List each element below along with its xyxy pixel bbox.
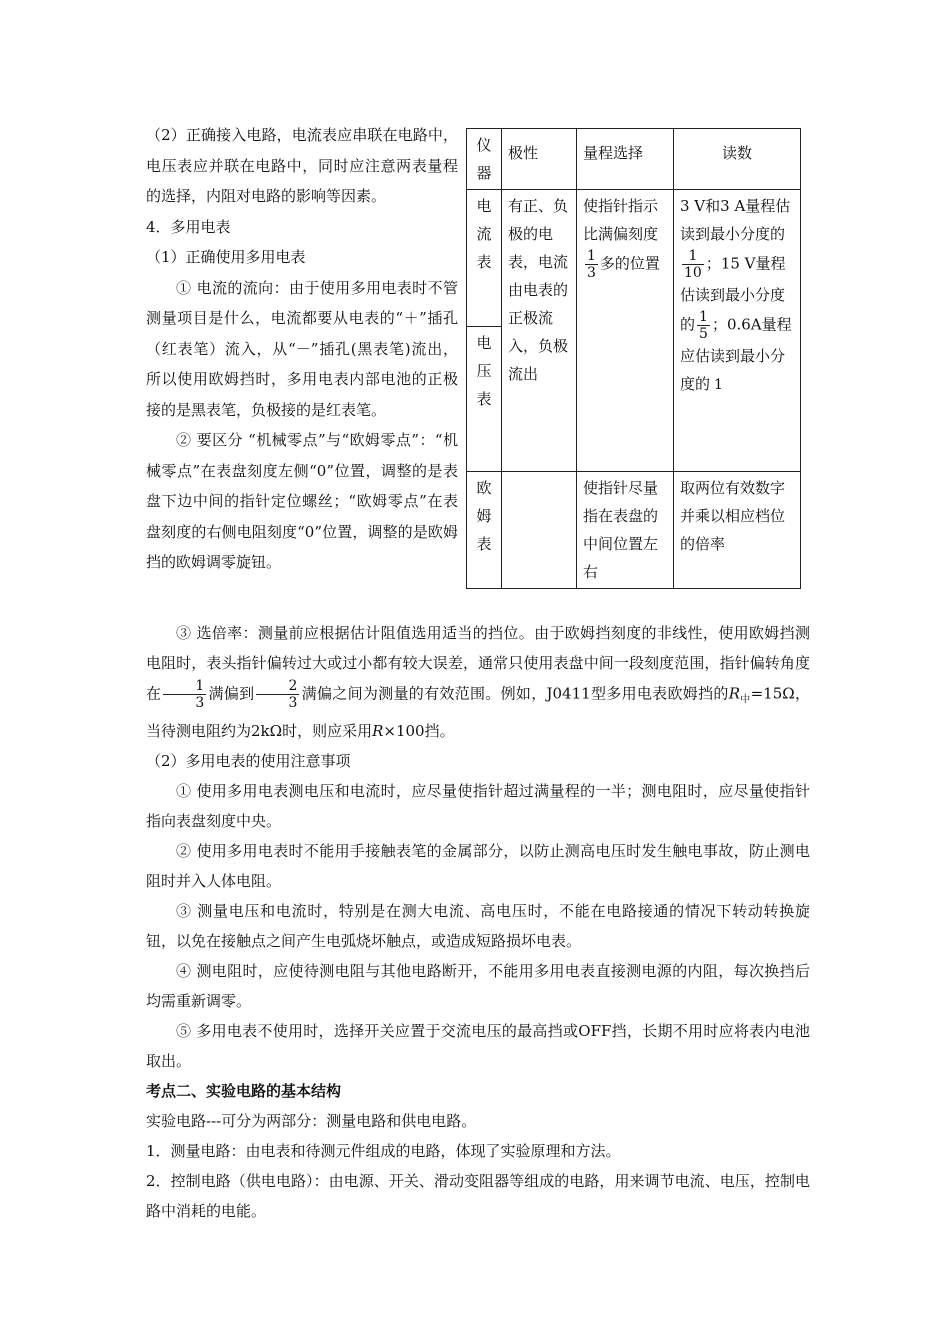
fraction-one-fifth: $\frac{1}{5}$: [699, 309, 708, 342]
symbol-r: R: [372, 721, 384, 740]
header-range: 量程选择: [577, 129, 674, 190]
cell-ohm-polarity: [502, 472, 577, 589]
precaution-4: ④ 测电阻时，应使待测电阻与其他电路断开，不能用多用电表直接测电源的内阻，每次换挡后均需重新调零。: [146, 961, 810, 1010]
paragraph-measurement-circuit: 1．测量电路：由电表和待测元件组成的电路，体现了实验原理和方法。: [146, 1141, 621, 1160]
left-column: [146, 120, 458, 578]
paragraph-ammeter-voltmeter: （2）正确接入电路，电流表应串联在电路中，电压表应并联在电路中，同时应注意两表量程的选择，内阻对电路的影响等因素。: [146, 126, 458, 205]
precaution-2: ② 使用多用电表时不能用手接触表笔的金属部分，以防止测高电压时发生触电事故，防止测电阻时并入人体电阻。: [146, 841, 810, 890]
cell-ohm-range: 使指针尽量指在表盘的中间位置左右: [577, 472, 674, 589]
paragraph-current-direction: ① 电流的流向：由于使用多用电表时不管测量项目是什么，电流都要从电表的“＋”插孔（红表笔）流入，从“－”插孔(黑表笔)流出，所以使用欧姆挡时，多用电表内部电池的正极接的是黑表笔，负极接的是红表笔。: [146, 278, 458, 419]
cell-ammeter: 电流表: [467, 190, 502, 327]
cell-ohmmeter: 欧姆表: [467, 472, 502, 589]
table-row: [467, 190, 801, 327]
fraction-one-third: $\frac{1}{3}$: [163, 678, 206, 711]
subheading-correct-use: （1）正确使用多用电表: [146, 248, 306, 266]
main-text: [146, 618, 810, 1226]
table-row: [467, 472, 801, 589]
reading-text-1: 3 V和3 A量程估读到最小分度的: [680, 197, 791, 243]
cell-reading: [674, 190, 801, 472]
cell-polarity: [502, 190, 577, 472]
cell-range: [577, 190, 674, 472]
symbol-r: R: [728, 684, 740, 703]
cell-ohm-reading: 取两位有效数字并乘以相应档位的倍率: [674, 472, 801, 589]
paragraph-circuit-parts: 实验电路---可分为两部分：测量电路和供电电路。: [146, 1111, 477, 1130]
header-instrument: 仪器: [467, 129, 502, 190]
table-header-row: [467, 129, 801, 190]
paragraph-select-multiplier: ③ 选倍率：测量前应根据估计阻值选用适当的挡位。由于欧姆挡刻度的非线性，使用欧姆挡测电阻时，表头指针偏转过大或过小都有较大误差，通常只使用表盘中间一段刻度范围，指针偏转角度在 $\frac{1}{3}$ 满偏到 $\frac{2}{3}$ 满偏之间为测量的有效范围。例如，J0411型多用电表欧姆挡的$R_中=15\Omega$，当待测电阻约为2kΩ时，则应采用R×100挡。: [146, 624, 811, 740]
section-heading-circuit-structure: 考点二、实验电路的基本结构: [146, 1081, 342, 1100]
range-text-b: 多的位置: [599, 254, 660, 273]
polarity-text: 有正、负极的电表，电流由电表的正极流入，负极流出: [508, 197, 569, 383]
header-polarity: 极性: [502, 129, 577, 190]
paragraph-control-circuit: 2．控制电路（供电电路）：由电源、开关、滑动变阻器等组成的电路，用来调节电流、电压，控制电路中消耗的电能。: [146, 1171, 810, 1220]
fraction-two-thirds: $\frac{2}{3}$: [256, 678, 299, 711]
subscript-center: 中: [740, 694, 751, 706]
precaution-5: ⑤ 多用电表不使用时，选择开关应置于交流电压的最高挡或OFF挡，长期不用时应将表内电池取出。: [146, 1021, 810, 1070]
cell-voltmeter: 电压表: [467, 327, 502, 472]
header-reading: 读数: [674, 129, 801, 190]
reading-text-3: ；0.6A量程应估读到最小分度的: [680, 315, 792, 393]
range-text-a: 使指针指示比满偏刻度: [583, 197, 659, 243]
reading-text-2: ；15 V量程估读到最小分度的: [680, 254, 786, 334]
fraction-one-tenth: $\frac{1}{10}$: [684, 248, 702, 281]
fraction-partial: 1: [714, 377, 723, 393]
heading-multimeter: 4．多用电表: [146, 217, 231, 236]
fraction-one-third: $\frac{1}{3}$: [587, 248, 596, 281]
instrument-table: [466, 128, 801, 589]
paragraph-zero-points: ② 要区分 “机械零点”与“欧姆零点”：“机械零点”在表盘刻度左侧“0”位置，调整的是表盘下边中间的指针定位螺丝；“欧姆零点”在表盘刻度的右侧电阻刻度“0”位置，调整的是欧姆挡的欧姆调零旋钮。: [146, 431, 458, 571]
subheading-precautions: （2）多用电表的使用注意事项: [146, 751, 351, 770]
precaution-1: ① 使用多用电表测电压和电流时，应尽量使指针超过满量程的一半；测电阻时，应尽量使指针指向表盘刻度中央。: [146, 781, 810, 830]
precaution-3: ③ 测量电压和电流时，特别是在测大电流、高电压时，不能在电路接通的情况下转动转换旋钮，以免在接触点之间产生电弧烧坏触点，或造成短路损坏电表。: [146, 901, 810, 950]
